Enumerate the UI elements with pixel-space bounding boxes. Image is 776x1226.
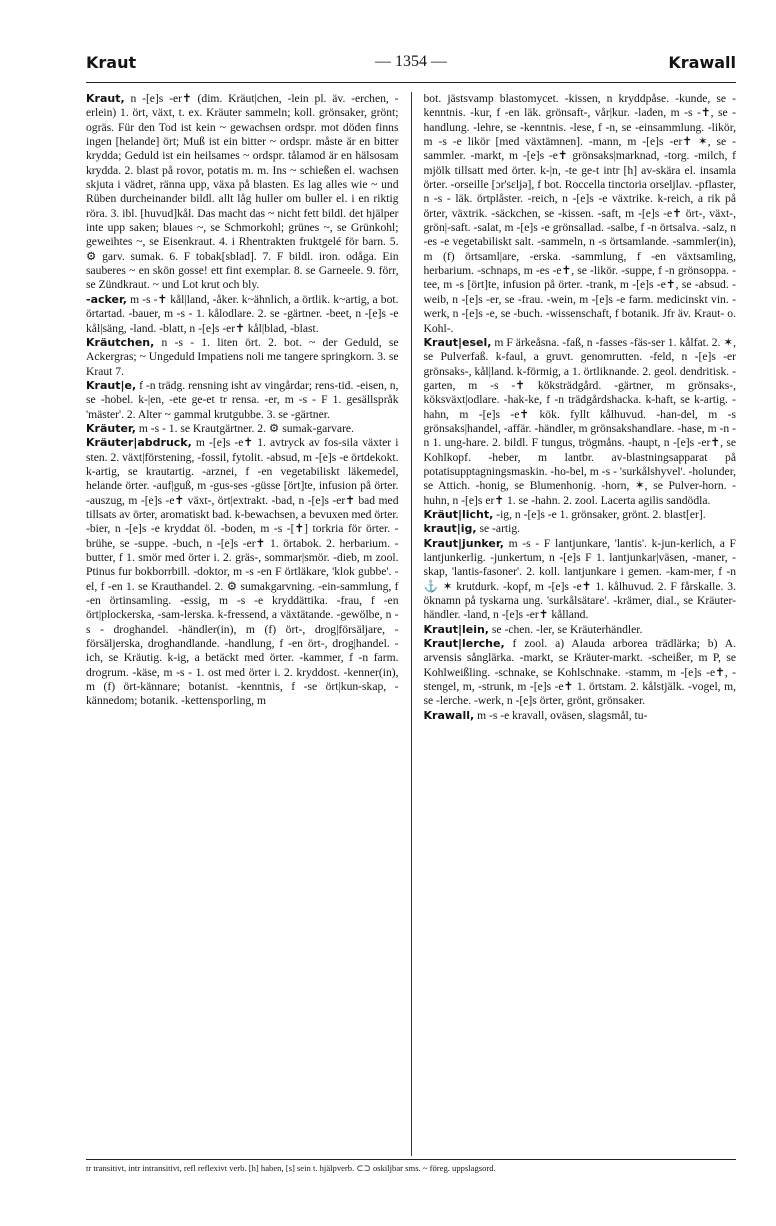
dictionary-entry	[424, 336, 737, 508]
dictionary-entry	[424, 623, 737, 637]
dictionary-entry	[86, 336, 399, 379]
entry-text: n -[e]s -er✝ (dim. Kräut|chen, -lein pl. äv. -erchen, -erlein) 1. ört, växt, t. ex. Kräuter sammeln; koll. grönsaker, grönt; ogräs. Für den Tod ist kein ~ gewachsen ordspr. mot döden finns ingen [helande] ört; Muß ist ein bitter ~ ordspr. måste är en bitter krydda; Geduld ist ein heilsames ~ ordspr. tålamod är en hälsosam krydda. 2. blast på rovor, potatis m. m. Ins ~ schießen el. wachsen skjuta i vädret, ränna upp, växa på blasten. Es lag alles wie ~ und Rüben durcheinander bildl. allt låg huller om buller el. i en riktig röra. 3. ibl. [huvud]kål. Das macht das ~ nicht fett bildl. det hjälper inte upp saken; blaues ~, se Schmorkohl; grünes ~, se Grünkohl; geweihtes ~, se Eisenkraut. 4. i Rhentrakten fruktgelé för barn. 5. ⚙ garv. sumak. 6. F tobak[sblad]. 7. F bildl. iron. odåga. Ein sauberes ~ en skön gosse! ett fint exemplar. 8. se Garneele. 9. förr, se Zündkraut. ~ und Lot krut och bly.	[86, 92, 399, 292]
dictionary-entry	[86, 293, 399, 336]
page-number: — 1354 —	[375, 53, 447, 70]
dictionary-entry	[424, 709, 737, 723]
dictionary-entry	[86, 436, 399, 709]
entry-headword: kraut|ig,	[423, 522, 477, 536]
page-header	[86, 53, 736, 79]
header-rule	[86, 82, 736, 83]
entry-headword: Kräuter|abdruck,	[86, 436, 192, 450]
entry-text: se -chen. -ler, se Kräuterhändler.	[491, 622, 643, 636]
entry-text: m -s - F lantjunkare, 'lantis'. k-jun-kerlich, a F lantjunkerlig. -junkertum, n -[e]s F 1. lantjunkar|väsen, -maner, -skap, 'lantis-fasoner'. 2. koll. lantjunkare i gemen. -kam-mer, f -n ⚓ ✶ krutdurk. -kopf, m -[e]s -e✝ 1. kålhuvud. 2. F fårskalle. 3. öknamn på tyskarna ung. 'surkålsätare'. -krämer, dial., se Kräuter-händler. -land, n -[e]s -er✝ kålland.	[423, 536, 736, 622]
entry-headword: Kräutchen,	[86, 335, 155, 349]
dictionary-entry	[86, 92, 399, 293]
dictionary-entry	[424, 537, 737, 623]
left-column	[86, 92, 399, 1156]
entry-text: -ig, n -[e]s -e 1. grönsaker, grönt. 2. blast[er].	[496, 507, 706, 521]
entry-headword: Kräut|licht,	[423, 507, 494, 521]
entry-text: n -s - 1. liten ört. 2. bot. ~ der Geduld, se Ackergras; ~ Ungeduld Impatiens noli me tangere springkorn. 3. se Kraut 7.	[86, 335, 399, 378]
footer-rule	[86, 1159, 736, 1160]
column-divider	[411, 92, 412, 1156]
entry-text: m -s -✝ kål|land, -åker. k~ähnlich, a örtlik. k~artig, a bot. örtartad. -bauer, m -s - 1. kålodlare. 2. se -gärtner. -beet, n -[e]s -e kål|säng, -land. -blatt, n -[e]s -er✝ kål|blad, -blast.	[86, 292, 399, 335]
entry-headword: Kräuter,	[86, 421, 136, 435]
entry-text: m -[e]s -e✝ 1. avtryck av fos-sila växter i sten. 2. växt|förstening, -fossil, fytolit. -absud, m -[e]s -e örtdekokt. k-artig, se krautartig. -arznei, f -en vegetabiliskt läkemedel, helande örter. -auf|guß, m -gus-ses -güsse [ört]te, infusion på örter. -auszug, m -[e]s -e✝ växt-, ört|extrakt. -bad, n -[e]s -er✝ bad med tillsats av örter, aromatiskt bad. k-bewachsen, a bevuxen med örter. -bier, n -[e]s -e kryddat öl. -boden, m -s -[✝] torkria för örter. -brühe, se -suppe. -buch, n -[e]s -er✝ 1. örtabok. 2. herbarium. -butter, f 1. smör med örter i. 2. gräs-, sommar|smör. -dieb, m zool. Ptinus fur bokborrbill. -doktor, m -s -en F örtläkare, 'klok gubbe'. -el, f -en 1. se Krauthandel. 2. ⚙ sumakgarvning. -ein-sammlung, f -en örtinsamling. -essig, m -s -e kryddättika. -frau, f -en ört|plockerska, -sam-lerska. k-fressend, a växtätande. -gewölbe, n -s - droghandel. -händler(in), m (f) ört-, drog|försäljare, -försäljerska, droghandlande. -handlung, f -en ört-, drog|handel. -ich, se Kräutig. k-ig, a betäckt med örter. -kammer, f -n farm. drogrum. -käse, m -s - 1. ost med örter i. 2. kryddost. -kenner(in), m (f) ört-kännare; botanist. -kenntnis, f -se ört|kun-skap, -kännedom; botanik. -kettensporling, m	[86, 436, 399, 708]
abbreviation-legend: tr transitivt, intr intransitivt, refl reflexivt verb. [h] haben, [s] sein t. hjälpverb. ⊂⊃ oskiljbar sms. ~ föreg. uppslagsord.	[86, 1163, 496, 1173]
columns	[86, 92, 736, 1156]
entry-headword: Kraut|lerche,	[423, 637, 505, 651]
dictionary-entry	[424, 637, 737, 709]
entry-headword: Kraut|esel,	[423, 335, 492, 349]
header-last-headword: Krawall	[668, 53, 736, 72]
dictionary-entry	[86, 422, 399, 436]
entry-text: se -artig.	[479, 522, 521, 536]
entry-headword: Kraut|lein,	[423, 622, 489, 636]
entry-text: f zool. a) Alauda arborea trädlärka; b) A. arvensis sånglärka. -markt, se Kräuter-markt. -scheißer, m P, se Kohlweißling. -schnake, se Kohlschnake. -stamm, m -[e]s -e✝, -stengel, m, -strunk, m -[e]s -e✝ 1. örtstam. 2. kålstjälk. -vogel, m, se -lerche. -werk, n -[e]s örter, grönt, grönsaker.	[423, 637, 736, 708]
dictionary-entry	[86, 379, 399, 422]
entry-headword: Krawall,	[423, 708, 475, 722]
dictionary-entry	[424, 522, 737, 536]
entry-text: f -n trädg. rensning isht av vingårdar; rens-tid. -eisen, n, se -hobel. k-|en, -ete ge-et tr rensa. -er, m -s - F 1. gesällspråk 'mäster'. 2. Alter ~ gammal krutgubbe. 3. se -gärtner.	[86, 378, 399, 421]
entry-headword: Kraut,	[86, 92, 125, 105]
entry-text: m F ärkeåsna. -faß, n -fasses -fäs-ser 1. kålfat. 2. ✶, se Pulverfaß. k-faul, a gruvt. genomrutten. -feld, n -[e]s -er grönsaks-, kål|land. k-förmig, a 1. örtliknande. 2. geol. dendritisk. -garten, m -s -✝ köksträdgård. -gärtner, m grönsaks-, köksväxt|odlare. -hak-ke, f -n trädgårdshacka. k-haft, se k-artig. -hahn, m -[e]s -e✝ kök. fyllt kålhuvud. -han-del, m -s grönsaks|handel, -affär. -händler, m grönsakshandlare. -hase, m -n -n 1. ung-hare. 2. bildl. F tungus, trögmåns. -haupt, n -[e]s -er✝, se Kohlkopf. -heber, m lantbr. av-blastningsapparat på potatisupptagningsmaskin. -ho-bel, m -s - 'surkålshyvel'. -holunder, se Attich. -honig, se Blumenhonig. -horn, ✶, se Pulver-horn. -huhn, n -[e]s er✝ 1. se -hahn. 2. zool. Lacerta agilis sandödla.	[423, 335, 736, 507]
entry-text: m -s -e kravall, oväsen, slagsmål, tu-	[477, 708, 648, 722]
entry-text: m -s - 1. se Krautgärtner. 2. ⚙ sumak-garvare.	[138, 421, 354, 435]
entry-headword: Kraut|e,	[86, 378, 137, 392]
dictionary-entry	[424, 92, 737, 336]
right-column	[424, 92, 737, 1156]
header-first-headword: Kraut	[86, 53, 137, 72]
dictionary-entry	[424, 508, 737, 522]
entry-text: bot. jästsvamp blastomycet. -kissen, n kryddpåse. -kunde, se -kenntnis. -kur, f -en läk. grönsaft-, vår|kur. -laden, m -s -✝, se -handlung. -lehre, se -kenntnis. -lese, f -n, se -einsammlung. -likör, m -s -e likör [med växtämnen]. -mann, m -[e]s -er✝ ✶, se -sammler. -markt, m -[e]s -e✝ grönsaks|marknad, -torg. -milch, f mjölk tillsatt med örter. k-|n, -te ge-t intr [h] av-skära el. insamla örter. -orseille [ɔr'sɛljə], f bot. Roccella tinctoria orseljlav. -pflaster, n -s - läk. örtplåster. -reich, n -[e]s -e växtrike. k-reich, a rik på örter, växtrik. -säckchen, se -kissen. -saft, m -[e]s -e✝ ört-, växt-, grön|-saft. -salat, m -[e]s -e grönsallad. -salbe, f -n örtsalva. -salz, n -es -e vegetabiliskt salt. -sammeln, n -s örtsamlande. -sammler(in), m (f) örtsaml|are, -erska. -sammlung, f -en växtsamling, herbarium. -schnaps, m -es -e✝, se -likör. -suppe, f -n grönsoppa. -tee, m -s [ört]te, infusion på örter. -trank, m -[e]s -e✝, se -absud. -weib, n -[e]s -er, se -frau. -wein, m -[e]s -e farm. medicinskt vin. -werk, n -[e]s -e, se -buch. -wissenschaft, f botanik. Jfr äv. Kraut- o. Kohl-.	[423, 92, 736, 335]
entry-headword: -acker,	[86, 292, 127, 306]
entry-headword: Kraut|junker,	[423, 536, 504, 550]
